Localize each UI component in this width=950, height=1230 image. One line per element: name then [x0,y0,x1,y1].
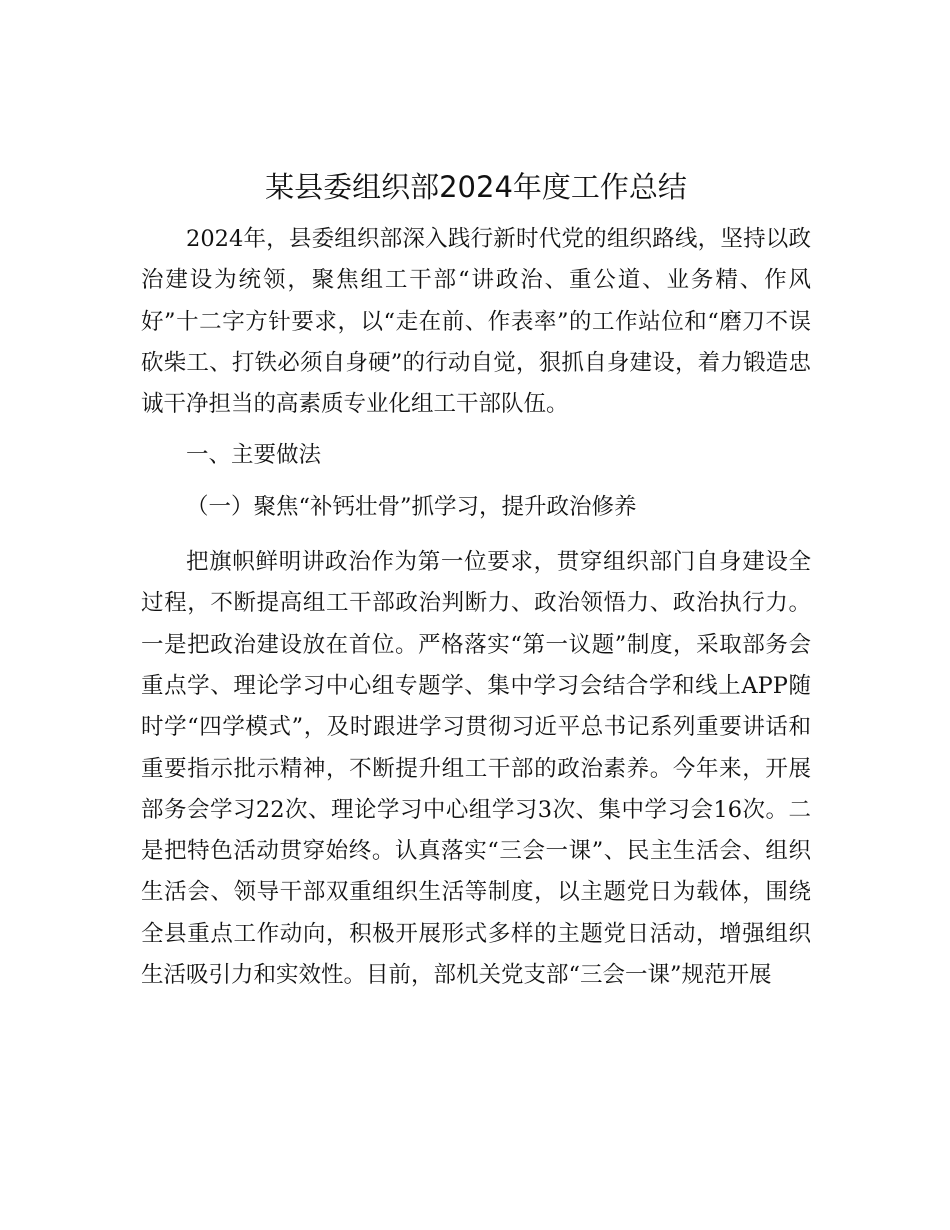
subsection-heading: （一）聚焦“补钙壮骨”抓学习，提升政治修养 [186,493,637,520]
document-page [141,162,811,996]
body-paragraph: 把旗帜鲜明讲政治作为第一位要求，贯穿组织部门自身建设全过程，不断提高组工干部政治判断力、政治领悟力、政治执行力。一是把政治建设放在首位。严格落实“第一议题”制度，采取部务会重点学、理论学习中心组专题学、集中学习会结合学和线上APP随时学“四学模式”，及时跟进学习贯彻习近平总书记系列重要讲话和重要指示批示精神，不断提升组工干部的政治素养。今年来，开展部务会学习22次、理论学习中心组学习3次、集中学习会16次。二是把特色活动贯穿始终。认真落实“三会一课”、民主生活会、组织生活会、领导干部双重组织生活等制度，以主题党日为载体，围绕全县重点工作动向，积极开展形式多样的主题党日活动，增强组织生活吸引力和实效性。目前，部机关党支部“三会一课”规范开展 [141,549,811,989]
section-heading: 一、主要做法 [186,442,322,469]
document-title: 某县委组织部2024年度工作总结 [265,170,687,204]
intro-paragraph: 2024年，县委组织部深入践行新时代党的组织路线，坚持以政治建设为统领，聚焦组工干部“讲政治、重公道、业务精、作风好”十二字方针要求，以“走在前、作表率”的工作站位和“磨刀不误砍柴工、打铁必须自身硬”的行动自觉，狠抓自身建设，着力锻造忠诚干净担当的高素质专业化组工干部队伍。 [141,226,811,418]
